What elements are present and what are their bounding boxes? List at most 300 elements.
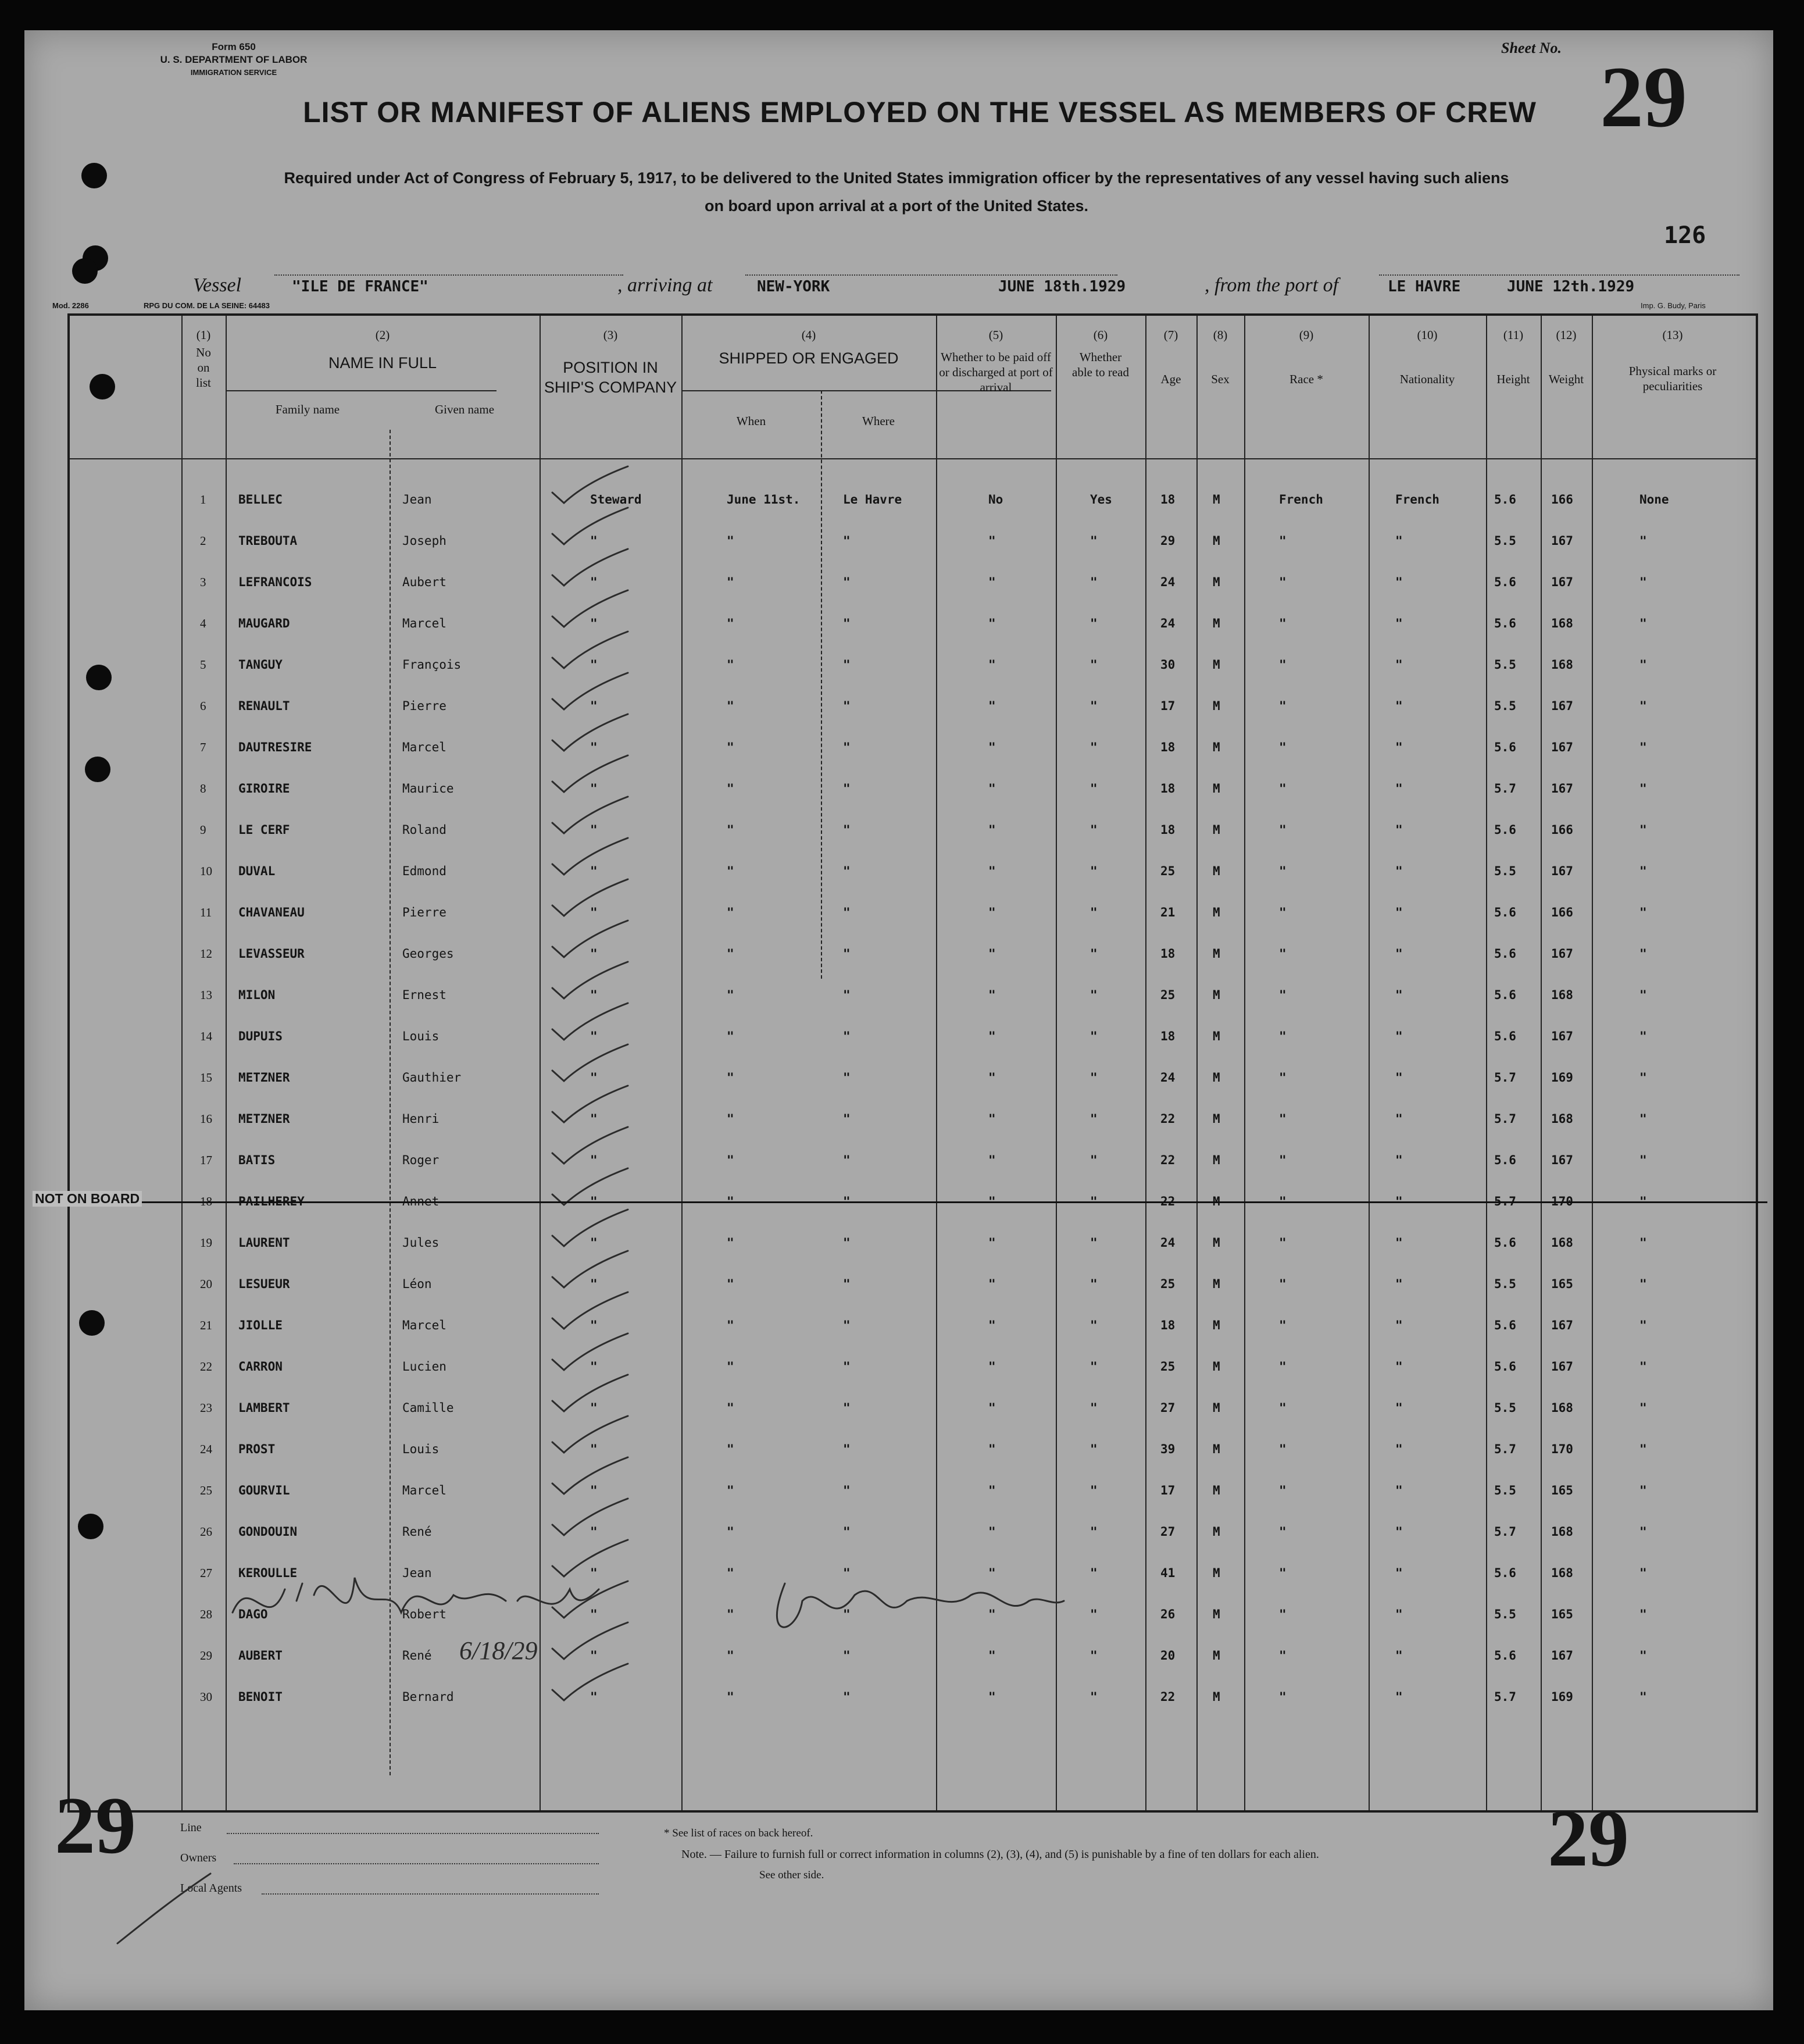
paid-off-cell: " (988, 740, 996, 754)
col4-number: (4) (801, 328, 816, 342)
check-mark-icon (541, 1372, 640, 1418)
family-name-cell: CARRON (238, 1360, 283, 1374)
sex-cell: M (1213, 1153, 1220, 1167)
height-cell: 5.5 (1494, 1483, 1516, 1497)
race-cell: " (1279, 699, 1287, 713)
shipped-where-cell: " (843, 1690, 851, 1704)
table-row (70, 1099, 1756, 1140)
able-to-read-cell: " (1090, 1690, 1098, 1704)
position-cell: " (590, 740, 598, 754)
position-cell: " (590, 1525, 598, 1539)
table-row (70, 769, 1756, 810)
shipped-when-cell: " (727, 699, 734, 713)
age-cell: 39 (1160, 1442, 1176, 1456)
sex-cell: M (1213, 616, 1220, 630)
table-row (70, 645, 1756, 686)
able-to-read-cell: " (1090, 1112, 1098, 1126)
position-cell: Steward (590, 493, 642, 506)
vessel-label: Vessel (193, 274, 242, 296)
shipped-when-cell: " (727, 1525, 734, 1539)
family-name-cell: PROST (238, 1442, 276, 1456)
table-row (70, 975, 1756, 1016)
paid-off-cell: " (988, 1236, 996, 1250)
race-note: * See list of races on back hereof. (664, 1827, 813, 1839)
legal-requirement-line2: on board upon arrival at a port of the United States. (704, 197, 1089, 215)
sex-cell: M (1213, 1401, 1220, 1415)
check-mark-icon (541, 1207, 640, 1253)
punch-hole-icon (85, 757, 110, 782)
age-cell: 22 (1160, 1194, 1176, 1208)
race-cell: " (1279, 658, 1287, 672)
position-cell: " (590, 1360, 598, 1374)
able-to-read-cell: " (1090, 699, 1098, 713)
paid-off-cell: " (988, 1649, 996, 1663)
race-cell: " (1279, 1649, 1287, 1663)
sex-cell: M (1213, 988, 1220, 1002)
position-cell: " (590, 947, 598, 961)
position-cell: " (590, 1566, 598, 1580)
check-mark-icon (541, 918, 640, 964)
nationality-cell: " (1395, 1525, 1403, 1539)
table-row (70, 686, 1756, 727)
shipped-when-cell: " (727, 1318, 734, 1332)
nationality-cell: " (1395, 1607, 1403, 1621)
col13-number: (13) (1662, 328, 1683, 342)
table-row (70, 1512, 1756, 1553)
position-cell: " (590, 823, 598, 837)
weight-cell: 165 (1551, 1483, 1573, 1497)
sex-cell: M (1213, 1194, 1220, 1208)
col11-header (1486, 327, 1541, 387)
nationality-cell: " (1395, 740, 1403, 754)
shipped-where-cell: " (843, 1318, 851, 1332)
able-to-read-cell: " (1090, 740, 1098, 754)
family-name-cell: GOURVIL (238, 1483, 290, 1497)
height-cell: 5.7 (1494, 1525, 1516, 1539)
given-name-cell: René (402, 1649, 432, 1663)
height-cell: 5.6 (1494, 493, 1516, 506)
row-number-cell: 5 (200, 658, 206, 672)
weight-cell: 167 (1551, 864, 1573, 878)
physical-marks-cell: " (1639, 782, 1647, 796)
line-label: Line (180, 1821, 202, 1834)
weight-cell: 168 (1551, 658, 1573, 672)
table-row (70, 1347, 1756, 1388)
able-to-read-cell: " (1090, 1566, 1098, 1580)
height-cell: 5.5 (1494, 658, 1516, 672)
given-name-cell: Marcel (402, 740, 446, 754)
height-cell: 5.6 (1494, 1318, 1516, 1332)
page-stamp-number: 126 (1664, 222, 1706, 249)
table-row (70, 604, 1756, 645)
sex-cell: M (1213, 1112, 1220, 1126)
shipped-where-cell: " (843, 905, 851, 919)
row-number-cell: 19 (200, 1236, 212, 1250)
col9-label: Race * (1289, 372, 1323, 386)
shipped-when-cell: " (727, 534, 734, 548)
sex-cell: M (1213, 864, 1220, 878)
height-cell: 5.6 (1494, 947, 1516, 961)
physical-marks-cell: " (1639, 699, 1647, 713)
able-to-read-cell: " (1090, 988, 1098, 1002)
age-cell: 21 (1160, 905, 1176, 919)
weight-cell: 167 (1551, 1649, 1573, 1663)
position-cell: " (590, 1112, 598, 1126)
table-row (70, 562, 1756, 604)
family-name-cell: DUVAL (238, 864, 276, 878)
given-name-cell: Marcel (402, 1318, 446, 1332)
shipped-when-cell: " (727, 1236, 734, 1250)
position-cell: " (590, 1318, 598, 1332)
physical-marks-cell: " (1639, 905, 1647, 919)
given-name-cell: Louis (402, 1029, 440, 1043)
paid-off-cell: " (988, 616, 996, 630)
physical-marks-cell: " (1639, 1401, 1647, 1415)
family-name-cell: LEVASSEUR (238, 947, 305, 961)
physical-marks-cell: " (1639, 1442, 1647, 1456)
position-cell: " (590, 1277, 598, 1291)
family-name-cell: TREBOUTA (238, 534, 298, 548)
race-cell: " (1279, 1442, 1287, 1456)
nationality-cell: French (1395, 493, 1439, 506)
table-row (70, 1058, 1756, 1099)
row-number-cell: 4 (200, 616, 206, 630)
not-on-board-annotation: NOT ON BOARD (33, 1191, 142, 1207)
shipped-where-cell: " (843, 864, 851, 878)
able-to-read-cell: " (1090, 823, 1098, 837)
weight-cell: 168 (1551, 1525, 1573, 1539)
able-to-read-cell: " (1090, 1607, 1098, 1621)
nationality-cell: " (1395, 1194, 1403, 1208)
weight-cell: 167 (1551, 1360, 1573, 1374)
height-cell: 5.7 (1494, 1112, 1516, 1126)
weight-cell: 166 (1551, 905, 1573, 919)
row-number-cell: 7 (200, 740, 206, 754)
table-row (70, 1223, 1756, 1264)
height-cell: 5.6 (1494, 1153, 1516, 1167)
check-mark-icon (541, 1083, 640, 1129)
weight-cell: 165 (1551, 1607, 1573, 1621)
punch-hole-icon (90, 374, 115, 399)
age-cell: 25 (1160, 864, 1176, 878)
punch-hole-icon (72, 258, 98, 284)
sex-cell: M (1213, 534, 1220, 548)
physical-marks-cell: " (1639, 988, 1647, 1002)
position-cell: " (590, 1442, 598, 1456)
given-name-cell: Pierre (402, 905, 446, 919)
shipped-when-cell: " (727, 988, 734, 1002)
table-row (70, 480, 1756, 521)
race-cell: French (1279, 493, 1323, 506)
table-row (70, 1471, 1756, 1512)
sheet-number-stamp: 29 (1600, 49, 1687, 145)
paid-off-cell: " (988, 1029, 996, 1043)
age-cell: 17 (1160, 699, 1176, 713)
check-mark-icon (541, 1496, 640, 1542)
sex-cell: M (1213, 493, 1220, 506)
shipped-where-cell: " (843, 616, 851, 630)
height-cell: 5.6 (1494, 988, 1516, 1002)
row-number-cell: 24 (200, 1442, 212, 1456)
position-cell: " (590, 1607, 598, 1621)
family-name-header: Family name (275, 402, 340, 416)
age-cell: 25 (1160, 1360, 1176, 1374)
shipped-where-cell: " (843, 823, 851, 837)
nationality-cell: " (1395, 864, 1403, 878)
col12-number: (12) (1556, 328, 1577, 342)
nationality-cell: " (1395, 1112, 1403, 1126)
paid-off-cell: " (988, 1318, 996, 1332)
able-to-read-cell: " (1090, 1360, 1098, 1374)
check-mark-icon (541, 1124, 640, 1171)
nationality-cell: " (1395, 699, 1403, 713)
table-row (70, 1677, 1756, 1718)
shipped-where-cell: " (843, 1071, 851, 1085)
col7-header (1145, 327, 1196, 387)
able-to-read-cell: " (1090, 905, 1098, 919)
col13-label: Physical marks or peculiarities (1628, 364, 1717, 393)
col7-number: (7) (1163, 328, 1178, 342)
col3-number: (3) (603, 328, 618, 342)
weight-cell: 169 (1551, 1690, 1573, 1704)
able-to-read-cell: " (1090, 534, 1098, 548)
given-name-cell: Henri (402, 1112, 440, 1126)
shipped-when-cell: " (727, 1360, 734, 1374)
family-name-cell: LESUEUR (238, 1277, 290, 1291)
check-mark-icon (541, 546, 640, 593)
vessel-name: "ILE DE FRANCE" (292, 278, 428, 295)
physical-marks-cell: " (1639, 658, 1647, 672)
sex-cell: M (1213, 1360, 1220, 1374)
shipped-where-cell: " (843, 534, 851, 548)
age-cell: 18 (1160, 740, 1176, 754)
able-to-read-cell: " (1090, 947, 1098, 961)
sex-cell: M (1213, 905, 1220, 919)
position-cell: " (590, 1153, 598, 1167)
family-name-cell: CHAVANEAU (238, 905, 305, 919)
physical-marks-cell: " (1639, 1236, 1647, 1250)
nationality-cell: " (1395, 1690, 1403, 1704)
check-mark-icon (541, 1413, 640, 1460)
shipped-when-cell: " (727, 575, 734, 589)
able-to-read-cell: " (1090, 1318, 1098, 1332)
shipped-when-cell: " (727, 616, 734, 630)
table-row (70, 1388, 1756, 1429)
able-to-read-cell: " (1090, 1442, 1098, 1456)
check-mark-icon (541, 463, 640, 510)
punch-hole-icon (86, 665, 112, 690)
nationality-cell: " (1395, 1153, 1403, 1167)
penalty-note: Note. — Failure to furnish full or correct information in columns (2), (3), (4), and (5) is punishable by a fine of ten dollars for each alien. (681, 1848, 1319, 1861)
race-cell: " (1279, 1483, 1287, 1497)
race-cell: " (1279, 1360, 1287, 1374)
col7-label: Age (1160, 372, 1181, 386)
given-name-cell: Pierre (402, 699, 446, 713)
weight-cell: 168 (1551, 1566, 1573, 1580)
height-cell: 5.6 (1494, 1566, 1516, 1580)
nationality-cell: " (1395, 988, 1403, 1002)
nationality-cell: " (1395, 1071, 1403, 1085)
shipped-when-cell: " (727, 782, 734, 796)
sex-cell: M (1213, 947, 1220, 961)
mod-imprint: Mod. 2286 (52, 301, 89, 310)
given-name-cell: Marcel (402, 616, 446, 630)
family-name-cell: BATIS (238, 1153, 276, 1167)
row-number-cell: 11 (200, 905, 212, 919)
given-name-header: Given name (434, 402, 495, 416)
family-name-cell: LE CERF (238, 823, 290, 837)
age-cell: 24 (1160, 1236, 1176, 1250)
shipped-when-cell: " (727, 1401, 734, 1415)
sex-cell: M (1213, 1607, 1220, 1621)
able-to-read-cell: Yes (1090, 493, 1112, 506)
paid-off-cell: " (988, 864, 996, 878)
nationality-cell: " (1395, 905, 1403, 919)
pen-stroke (112, 1868, 216, 1949)
nationality-cell: " (1395, 823, 1403, 837)
nationality-cell: " (1395, 1401, 1403, 1415)
legal-requirement-line1: Required under Act of Congress of February 5, 1917, to be delivered to the United States immigration officer by the representatives of any vessel having such aliens (284, 169, 1509, 187)
col2-header (226, 327, 540, 373)
position-cell: " (590, 988, 598, 1002)
position-cell: " (590, 1194, 598, 1208)
paid-off-cell: " (988, 1194, 996, 1208)
family-name-cell: AUBERT (238, 1649, 283, 1663)
shipped-when-cell: " (727, 864, 734, 878)
race-cell: " (1279, 1607, 1287, 1621)
family-name-cell: LAMBERT (238, 1401, 290, 1415)
height-cell: 5.6 (1494, 740, 1516, 754)
paid-off-cell: " (988, 1690, 996, 1704)
col8-number: (8) (1213, 328, 1228, 342)
row-number-cell: 3 (200, 575, 206, 589)
race-cell: " (1279, 905, 1287, 919)
shipped-where-cell: " (843, 1029, 851, 1043)
age-cell: 22 (1160, 1112, 1176, 1126)
given-name-cell: Joseph (402, 534, 446, 548)
age-cell: 18 (1160, 782, 1176, 796)
check-mark-icon (541, 629, 640, 675)
paid-off-cell: " (988, 1483, 996, 1497)
physical-marks-cell: None (1639, 493, 1669, 506)
sex-cell: M (1213, 1071, 1220, 1085)
physical-marks-cell: " (1639, 1029, 1647, 1043)
col10-label: Nationality (1399, 372, 1455, 386)
row-number-cell: 18 (200, 1194, 212, 1208)
position-cell: " (590, 1236, 598, 1250)
height-cell: 5.7 (1494, 1690, 1516, 1704)
sex-cell: M (1213, 1649, 1220, 1663)
shipped-when-cell: " (727, 1029, 734, 1043)
physical-marks-cell: " (1639, 1194, 1647, 1208)
given-name-cell: Edmond (402, 864, 446, 878)
given-name-cell: Camille (402, 1401, 454, 1415)
position-cell: " (590, 782, 598, 796)
col13-header (1592, 327, 1753, 394)
position-cell: " (590, 1029, 598, 1043)
shipped-where-cell: " (843, 782, 851, 796)
row-number-cell: 26 (200, 1525, 212, 1539)
family-name-cell: LAURENT (238, 1236, 290, 1250)
able-to-read-cell: " (1090, 575, 1098, 589)
position-cell: " (590, 1649, 598, 1663)
able-to-read-cell: " (1090, 1525, 1098, 1539)
service-name: IMMIGRATION SERVICE (190, 68, 277, 77)
nationality-cell: " (1395, 575, 1403, 589)
nationality-cell: " (1395, 534, 1403, 548)
sex-cell: M (1213, 823, 1220, 837)
paid-off-cell: " (988, 575, 996, 589)
row-number-cell: 20 (200, 1277, 212, 1291)
given-name-cell: Aubert (402, 575, 446, 589)
age-cell: 25 (1160, 1277, 1176, 1291)
race-cell: " (1279, 1071, 1287, 1085)
paid-off-cell: " (988, 947, 996, 961)
age-cell: 22 (1160, 1690, 1176, 1704)
race-cell: " (1279, 864, 1287, 878)
col9-number: (9) (1299, 328, 1314, 342)
height-cell: 5.7 (1494, 1194, 1516, 1208)
paid-off-cell: " (988, 1607, 996, 1621)
height-cell: 5.5 (1494, 1277, 1516, 1291)
paid-off-cell: " (988, 1112, 996, 1126)
sheet-label: Sheet No. (1501, 40, 1562, 56)
check-mark-icon (541, 587, 640, 634)
family-name-cell: KEROULLE (238, 1566, 298, 1580)
age-cell: 18 (1160, 1318, 1176, 1332)
sex-cell: M (1213, 1690, 1220, 1704)
sex-cell: M (1213, 740, 1220, 754)
physical-marks-cell: " (1639, 1153, 1647, 1167)
nationality-cell: " (1395, 947, 1403, 961)
race-cell: " (1279, 1690, 1287, 1704)
race-cell: " (1279, 1236, 1287, 1250)
given-name-cell: Jean (402, 1566, 432, 1580)
family-name-cell: TANGUY (238, 658, 283, 672)
race-cell: " (1279, 823, 1287, 837)
weight-cell: 168 (1551, 988, 1573, 1002)
given-name-cell: Jules (402, 1236, 440, 1250)
table-row (70, 893, 1756, 934)
paid-off-cell: " (988, 905, 996, 919)
age-cell: 18 (1160, 1029, 1176, 1043)
shipped-where-cell: Le Havre (843, 493, 902, 506)
col11-number: (11) (1503, 328, 1524, 342)
age-cell: 17 (1160, 1483, 1176, 1497)
race-cell: " (1279, 1566, 1287, 1580)
table-row (70, 810, 1756, 851)
weight-cell: 167 (1551, 782, 1573, 796)
position-cell: " (590, 575, 598, 589)
paid-off-cell: " (988, 782, 996, 796)
sheet-stamp-right: 29 (1548, 1793, 1629, 1884)
race-cell: " (1279, 1194, 1287, 1208)
sex-cell: M (1213, 1318, 1220, 1332)
race-cell: " (1279, 782, 1287, 796)
physical-marks-cell: " (1639, 947, 1647, 961)
race-cell: " (1279, 1029, 1287, 1043)
paid-off-cell: " (988, 1153, 996, 1167)
col5-label: Whether to be paid off or discharged at port of arrival (939, 350, 1053, 394)
physical-marks-cell: " (1639, 1318, 1647, 1332)
arriving-label: , arriving at (617, 274, 713, 296)
height-cell: 5.7 (1494, 1071, 1516, 1085)
departure-date: JUNE 12th.1929 (1507, 278, 1635, 295)
able-to-read-cell: " (1090, 616, 1098, 630)
shipped-when-cell: " (727, 1483, 734, 1497)
nationality-cell: " (1395, 1277, 1403, 1291)
col6-header (1056, 327, 1145, 380)
